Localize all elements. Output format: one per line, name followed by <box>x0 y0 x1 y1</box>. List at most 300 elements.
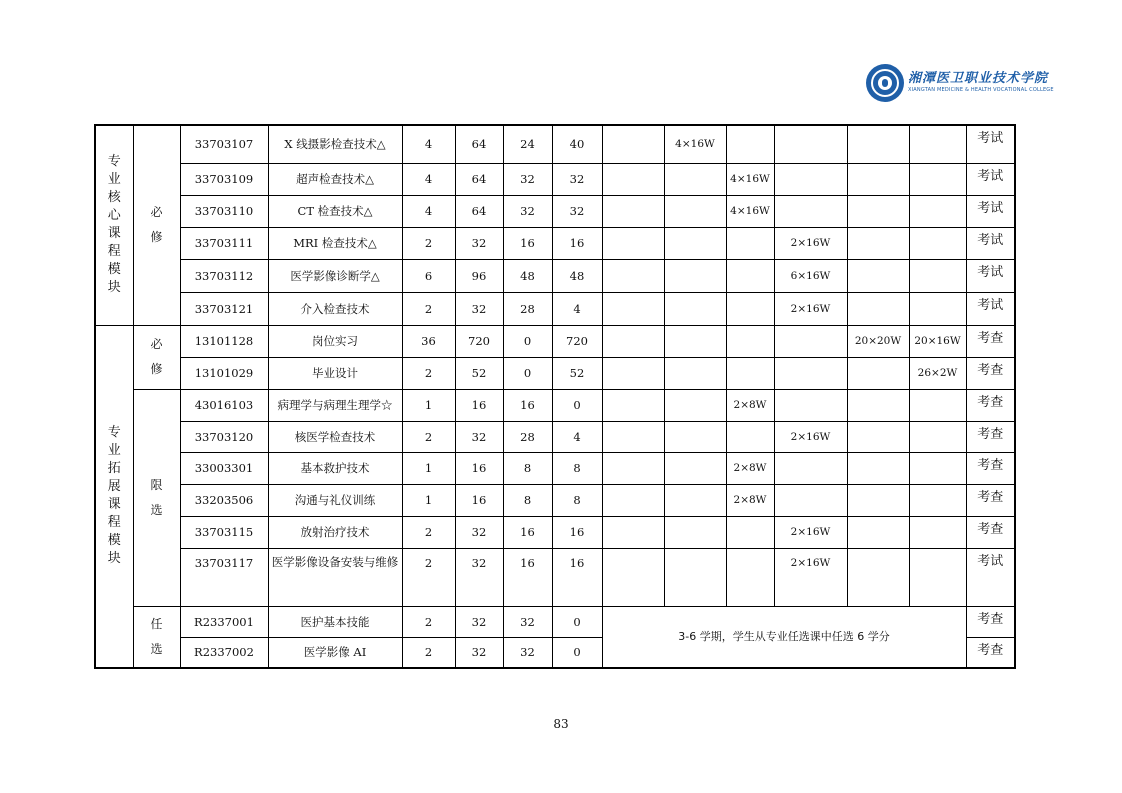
practice-hours <box>552 325 602 357</box>
credit <box>402 452 455 484</box>
total-hours <box>455 195 503 227</box>
semester-4-schedule-text: 2×16W <box>790 237 831 249</box>
semester-6-schedule <box>909 325 966 357</box>
total-hours <box>455 421 503 452</box>
practice-hours <box>552 484 602 516</box>
semester-3-schedule <box>726 125 774 163</box>
theory-hours <box>503 637 552 668</box>
table-row <box>95 421 1015 452</box>
semester-2-schedule <box>664 259 726 292</box>
course-code <box>180 357 268 389</box>
assessment-method <box>966 163 1015 195</box>
theory-hours-text: 8 <box>523 493 532 507</box>
course-name-text: 岗位实习 <box>312 334 358 348</box>
semester-1-schedule <box>602 195 664 227</box>
practice-hours-text: 8 <box>573 461 581 475</box>
total-hours <box>455 227 503 259</box>
course-code-text: 33703115 <box>194 525 254 539</box>
course-name-text: 医学影像诊断学△ <box>290 268 380 283</box>
table-row <box>95 292 1015 325</box>
course-code <box>180 484 268 516</box>
course-name <box>268 452 402 484</box>
credit <box>402 637 455 668</box>
course-name <box>268 637 402 668</box>
theory-hours-text: 16 <box>520 236 535 250</box>
practice-hours <box>552 548 602 606</box>
theory-hours-text: 8 <box>523 461 532 475</box>
semester-1-schedule <box>602 421 664 452</box>
elective-note <box>602 606 966 668</box>
practice-hours <box>552 389 602 421</box>
total-hours-text: 16 <box>471 493 487 507</box>
semester-4-schedule <box>774 227 847 259</box>
course-code <box>180 548 268 606</box>
course-name-text: 核医学检查技术 <box>294 429 376 444</box>
semester-2-schedule <box>664 227 726 259</box>
semester-4-schedule-text: 2×16W <box>790 302 831 315</box>
logo-english-name: XIANGTAN MEDICINE & HEALTH VOCATIONAL COLLEGE <box>908 87 1054 93</box>
assessment-method-text: 考试 <box>977 264 1004 280</box>
practice-hours-text: 16 <box>569 236 585 250</box>
practice-hours-text: 16 <box>569 555 585 570</box>
semester-4-schedule <box>774 357 847 389</box>
semester-2-schedule <box>664 389 726 421</box>
semester-2-schedule <box>664 357 726 389</box>
credit-text: 1 <box>424 398 433 412</box>
assessment-method <box>966 421 1015 452</box>
semester-5-schedule <box>847 484 909 516</box>
semester-3-schedule-text: 2×8W <box>733 399 767 411</box>
assessment-method-text: 考查 <box>977 489 1004 505</box>
semester-6-schedule <box>909 163 966 195</box>
logo-chinese-name: 湘潭医卫职业技术学院 <box>908 71 1049 86</box>
total-hours-text: 32 <box>471 236 487 250</box>
course-code-text: 33703121 <box>194 301 254 316</box>
module-ext-cell-text: 专业拓展课程模块 <box>107 425 121 567</box>
credit <box>402 195 455 227</box>
course-name <box>268 484 402 516</box>
course-name <box>268 389 402 421</box>
type-required-cell-text: 必修 <box>150 205 163 245</box>
theory-hours-text: 48 <box>520 268 535 283</box>
type-limited-cell-text: 限选 <box>150 477 163 517</box>
course-code <box>180 259 268 292</box>
assessment-method-text: 考查 <box>977 521 1004 537</box>
table-row <box>95 606 1015 637</box>
semester-4-schedule <box>774 292 847 325</box>
credit-text: 2 <box>424 429 433 444</box>
course-schedule-table <box>94 124 1016 669</box>
credit <box>402 357 455 389</box>
practice-hours <box>552 125 602 163</box>
course-name <box>268 163 402 195</box>
course-name-text: 毕业设计 <box>312 366 358 380</box>
type-required-cell <box>133 125 180 325</box>
total-hours-text: 720 <box>468 334 490 348</box>
semester-4-schedule-text: 2×16W <box>790 556 831 569</box>
theory-hours-text: 32 <box>520 614 535 629</box>
assessment-method <box>966 357 1015 389</box>
credit-text: 6 <box>424 268 433 283</box>
practice-hours <box>552 421 602 452</box>
theory-hours <box>503 259 552 292</box>
course-name-text: 沟通与礼仪训练 <box>294 493 376 507</box>
course-name-text: 医护基本技能 <box>300 614 370 629</box>
semester-6-schedule <box>909 259 966 292</box>
theory-hours-text: 0 <box>523 334 532 348</box>
assessment-method-text: 考试 <box>977 168 1004 184</box>
theory-hours <box>503 606 552 637</box>
semester-1-schedule <box>602 357 664 389</box>
total-hours-text: 32 <box>471 645 487 660</box>
semester-4-schedule <box>774 195 847 227</box>
semester-3-schedule <box>726 292 774 325</box>
semester-6-schedule <box>909 548 966 606</box>
total-hours-text: 16 <box>471 461 487 475</box>
assessment-method-text: 考试 <box>977 553 1004 569</box>
semester-5-schedule <box>847 389 909 421</box>
semester-2-schedule <box>664 163 726 195</box>
semester-2-schedule-text: 4×16W <box>675 138 715 151</box>
semester-6-schedule <box>909 421 966 452</box>
total-hours <box>455 516 503 548</box>
assessment-method-text: 考试 <box>977 131 1004 146</box>
course-code-text: 13101128 <box>194 334 254 348</box>
credit-text: 2 <box>424 236 433 250</box>
assessment-method <box>966 292 1015 325</box>
total-hours <box>455 637 503 668</box>
semester-4-schedule <box>774 163 847 195</box>
semester-4-schedule <box>774 421 847 452</box>
total-hours-text: 64 <box>471 204 487 218</box>
assessment-method <box>966 548 1015 606</box>
semester-1-schedule <box>602 292 664 325</box>
credit <box>402 421 455 452</box>
semester-3-schedule-text: 4×16W <box>730 173 770 185</box>
practice-hours-text: 32 <box>569 172 585 186</box>
course-name-text: CT 检查技术△ <box>297 204 373 218</box>
course-code <box>180 227 268 259</box>
total-hours <box>455 548 503 606</box>
semester-6-schedule <box>909 195 966 227</box>
semester-6-schedule-text: 26×2W <box>917 367 958 379</box>
semester-5-schedule <box>847 325 909 357</box>
semester-4-schedule <box>774 125 847 163</box>
practice-hours <box>552 259 602 292</box>
practice-hours-text: 0 <box>573 614 581 629</box>
assessment-method <box>966 452 1015 484</box>
practice-hours <box>552 292 602 325</box>
semester-4-schedule-text: 2×16W <box>790 430 831 443</box>
total-hours <box>455 452 503 484</box>
course-code-text: 33003301 <box>194 461 254 475</box>
semester-5-schedule <box>847 548 909 606</box>
credit-text: 4 <box>424 137 433 152</box>
assessment-method <box>966 484 1015 516</box>
theory-hours-text: 16 <box>520 525 535 539</box>
assessment-method-text: 考查 <box>977 330 1004 346</box>
course-code <box>180 389 268 421</box>
college-seal-icon <box>866 64 904 102</box>
semester-1-schedule <box>602 259 664 292</box>
type-limited-cell <box>133 389 180 606</box>
table-row <box>95 548 1015 606</box>
credit-text: 2 <box>424 301 433 316</box>
theory-hours-text: 0 <box>523 366 532 380</box>
credit-text: 2 <box>424 614 433 629</box>
course-name <box>268 548 402 606</box>
credit <box>402 163 455 195</box>
semester-5-schedule <box>847 163 909 195</box>
course-code <box>180 163 268 195</box>
course-code <box>180 325 268 357</box>
practice-hours-text: 52 <box>569 366 585 380</box>
total-hours-text: 32 <box>471 614 487 629</box>
assessment-method <box>966 195 1015 227</box>
total-hours <box>455 163 503 195</box>
table-row <box>95 389 1015 421</box>
theory-hours-text: 24 <box>520 137 535 152</box>
course-name <box>268 357 402 389</box>
semester-4-schedule-text: 6×16W <box>790 269 831 282</box>
semester-3-schedule-text: 4×16W <box>730 205 770 217</box>
semester-5-schedule <box>847 125 909 163</box>
course-code <box>180 452 268 484</box>
semester-5-schedule <box>847 227 909 259</box>
course-code-text: 33703120 <box>194 429 254 444</box>
semester-1-schedule <box>602 227 664 259</box>
credit <box>402 227 455 259</box>
course-name-text: 介入检查技术 <box>300 301 370 316</box>
assessment-method-text: 考查 <box>977 642 1004 658</box>
semester-1-schedule <box>602 452 664 484</box>
course-code-text: 33703112 <box>194 268 254 283</box>
total-hours <box>455 325 503 357</box>
credit <box>402 259 455 292</box>
semester-3-schedule <box>726 325 774 357</box>
table-row <box>95 357 1015 389</box>
assessment-method <box>966 259 1015 292</box>
page-number: 83 <box>553 717 569 731</box>
total-hours-text: 52 <box>471 366 487 380</box>
assessment-method-text: 考查 <box>977 394 1004 410</box>
total-hours-text: 64 <box>471 172 487 186</box>
course-code <box>180 292 268 325</box>
semester-6-schedule <box>909 516 966 548</box>
course-code <box>180 125 268 163</box>
credit <box>402 292 455 325</box>
semester-3-schedule-text: 2×8W <box>733 494 767 506</box>
course-code-text: R2337002 <box>194 645 254 660</box>
table-row <box>95 195 1015 227</box>
practice-hours-text: 32 <box>569 204 585 218</box>
credit-text: 1 <box>424 461 433 475</box>
course-code-text: 33703107 <box>194 137 254 152</box>
semester-5-schedule <box>847 259 909 292</box>
theory-hours <box>503 195 552 227</box>
course-code-text: 43016103 <box>194 398 254 412</box>
total-hours <box>455 292 503 325</box>
theory-hours-text: 32 <box>520 172 535 186</box>
college-logo <box>866 64 1054 104</box>
semester-5-schedule <box>847 195 909 227</box>
practice-hours <box>552 195 602 227</box>
course-name <box>268 259 402 292</box>
semester-2-schedule <box>664 516 726 548</box>
course-code-text: 13101029 <box>194 366 254 380</box>
table-row <box>95 259 1015 292</box>
semester-1-schedule <box>602 516 664 548</box>
course-code <box>180 516 268 548</box>
semester-4-schedule <box>774 389 847 421</box>
semester-6-schedule-text: 20×16W <box>914 335 961 347</box>
assessment-method <box>966 606 1015 637</box>
course-name-text: MRI 检查技术△ <box>293 236 377 250</box>
total-hours-text: 96 <box>471 268 487 283</box>
total-hours-text: 32 <box>471 525 487 539</box>
credit-text: 2 <box>424 525 433 539</box>
semester-2-schedule <box>664 292 726 325</box>
assessment-method <box>966 227 1015 259</box>
semester-3-schedule <box>726 516 774 548</box>
practice-hours <box>552 606 602 637</box>
semester-2-schedule <box>664 548 726 606</box>
semester-4-schedule <box>774 452 847 484</box>
course-name <box>268 195 402 227</box>
practice-hours-text: 4 <box>573 301 581 316</box>
theory-hours-text: 32 <box>520 204 535 218</box>
credit <box>402 516 455 548</box>
semester-6-schedule <box>909 227 966 259</box>
assessment-method-text: 考查 <box>977 457 1004 473</box>
course-code <box>180 421 268 452</box>
semester-4-schedule <box>774 484 847 516</box>
semester-2-schedule <box>664 452 726 484</box>
theory-hours-text: 16 <box>520 398 535 412</box>
semester-4-schedule <box>774 259 847 292</box>
theory-hours <box>503 227 552 259</box>
table-row <box>95 163 1015 195</box>
semester-5-schedule <box>847 357 909 389</box>
theory-hours-text: 16 <box>520 555 535 570</box>
course-code-text: 33703109 <box>194 172 254 186</box>
course-code-text: 33703110 <box>194 204 254 218</box>
theory-hours <box>503 292 552 325</box>
theory-hours <box>503 389 552 421</box>
semester-2-schedule <box>664 325 726 357</box>
theory-hours <box>503 452 552 484</box>
semester-3-schedule <box>726 163 774 195</box>
course-code <box>180 195 268 227</box>
assessment-method <box>966 389 1015 421</box>
theory-hours-text: 32 <box>520 645 535 660</box>
type-optional-cell <box>133 606 180 668</box>
semester-4-schedule-text: 2×16W <box>790 526 831 538</box>
assessment-method <box>966 125 1015 163</box>
course-code-text: 33703111 <box>194 236 254 250</box>
practice-hours-text: 0 <box>573 398 581 412</box>
course-code-text: 33703117 <box>194 555 254 570</box>
practice-hours-text: 4 <box>573 429 581 444</box>
type-required-cell-text: 必修 <box>150 337 163 376</box>
semester-4-schedule <box>774 516 847 548</box>
credit <box>402 606 455 637</box>
semester-3-schedule <box>726 484 774 516</box>
total-hours <box>455 357 503 389</box>
theory-hours <box>503 357 552 389</box>
semester-6-schedule <box>909 125 966 163</box>
semester-6-schedule <box>909 484 966 516</box>
semester-2-schedule <box>664 125 726 163</box>
practice-hours <box>552 452 602 484</box>
semester-4-schedule <box>774 548 847 606</box>
assessment-method-text: 考查 <box>977 611 1004 627</box>
credit-text: 4 <box>424 172 433 186</box>
course-name <box>268 227 402 259</box>
credit-text: 1 <box>424 493 433 507</box>
semester-5-schedule <box>847 516 909 548</box>
course-code-text: R2337001 <box>194 614 254 629</box>
semester-1-schedule <box>602 484 664 516</box>
total-hours-text: 32 <box>471 429 487 444</box>
semester-1-schedule <box>602 125 664 163</box>
practice-hours-text: 48 <box>569 268 585 283</box>
semester-5-schedule <box>847 292 909 325</box>
table-row <box>95 325 1015 357</box>
credit-text: 4 <box>424 204 433 218</box>
credit <box>402 484 455 516</box>
course-code <box>180 606 268 637</box>
assessment-method-text: 考查 <box>977 362 1004 378</box>
course-name-text: 医学影像设备安装与维修 <box>271 554 399 569</box>
assessment-method-text: 考试 <box>977 232 1004 248</box>
semester-3-schedule <box>726 259 774 292</box>
semester-5-schedule-text: 20×20W <box>854 335 902 347</box>
course-code-text: 33203506 <box>194 493 254 507</box>
course-code <box>180 637 268 668</box>
total-hours-text: 16 <box>471 398 487 412</box>
table-row <box>95 227 1015 259</box>
credit <box>402 548 455 606</box>
theory-hours <box>503 421 552 452</box>
semester-2-schedule <box>664 195 726 227</box>
practice-hours <box>552 227 602 259</box>
semester-3-schedule-text: 2×8W <box>733 462 767 474</box>
course-name <box>268 325 402 357</box>
credit <box>402 325 455 357</box>
semester-2-schedule <box>664 421 726 452</box>
course-name <box>268 606 402 637</box>
practice-hours-text: 8 <box>573 493 581 507</box>
semester-1-schedule <box>602 163 664 195</box>
credit-text: 2 <box>424 366 433 380</box>
theory-hours-text: 28 <box>520 301 535 316</box>
credit-text: 36 <box>421 334 436 348</box>
semester-5-schedule <box>847 421 909 452</box>
module-core-cell <box>95 125 133 325</box>
module-ext-cell <box>95 325 133 668</box>
assessment-method-text: 考试 <box>977 200 1004 216</box>
course-name-text: 医学影像 AI <box>303 645 367 660</box>
semester-3-schedule <box>726 195 774 227</box>
table-row <box>95 452 1015 484</box>
credit-text: 2 <box>424 645 433 660</box>
theory-hours <box>503 516 552 548</box>
course-name <box>268 516 402 548</box>
theory-hours <box>503 325 552 357</box>
practice-hours-text: 720 <box>566 334 588 348</box>
course-name <box>268 292 402 325</box>
